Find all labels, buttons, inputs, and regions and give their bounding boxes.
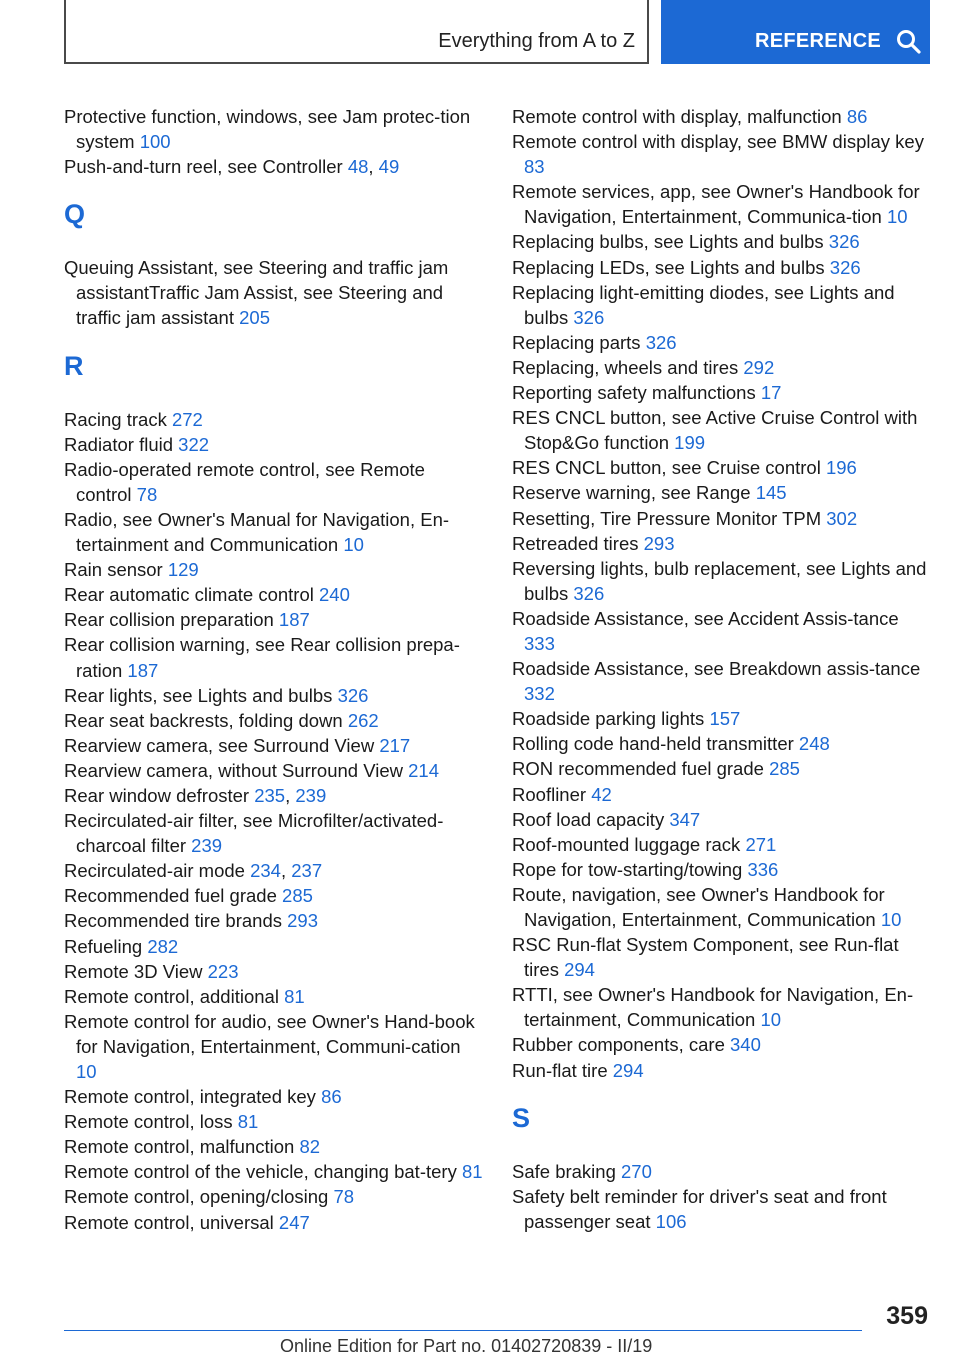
index-entry (512, 330, 932, 355)
page-link[interactable]: 49 (378, 156, 400, 178)
index-entry-text: Roof load capacity (512, 808, 670, 830)
index-entry (64, 507, 484, 557)
index-entry-text: Recirculated-air filter, see Microfilter/activated-charcoal filter (64, 810, 444, 857)
page-link[interactable]: 326 (829, 256, 861, 278)
index-entry (512, 1032, 932, 1057)
index-entry (64, 708, 484, 733)
index-entry (512, 656, 932, 706)
index-entry (64, 1009, 484, 1084)
page-link[interactable]: 239 (191, 835, 223, 857)
page-link[interactable]: 326 (645, 331, 677, 353)
page-link[interactable]: 262 (347, 709, 379, 731)
index-entry (512, 706, 932, 731)
index-entry-text: Rear seat backrests, folding down (64, 709, 348, 731)
index-entry-text: Replacing bulbs, see Lights and bulbs (512, 231, 829, 253)
index-entry-text: Roofliner (512, 783, 592, 805)
page-link[interactable]: 270 (621, 1160, 652, 1182)
index-entry-text: Rubber components, care (512, 1034, 731, 1056)
index-entry (512, 932, 932, 982)
page-link[interactable]: 223 (207, 960, 239, 982)
index-entry-text: Replacing light-emitting diodes, see Lights and bulbs (512, 281, 895, 328)
page-link[interactable]: 83 (524, 156, 545, 178)
index-entry-text: Route, navigation, see Owner's Handbook for Navigation, Entertainment, Communication (512, 883, 885, 930)
index-entry (64, 432, 484, 457)
index-entry (512, 506, 932, 531)
index-entry-text: Reversing lights, bulb replacement, see Lights and bulbs (512, 557, 927, 604)
index-entry-text: Rain sensor (64, 559, 168, 581)
page-link[interactable]: 293 (287, 910, 319, 932)
index-entry (512, 455, 932, 480)
index-entry-text: Recommended fuel grade (64, 885, 283, 907)
index-entry (512, 731, 932, 756)
page-link[interactable]: 10 (760, 1009, 782, 1031)
page-link[interactable]: 248 (798, 733, 830, 755)
page-link[interactable]: 100 (139, 131, 171, 153)
page-link[interactable]: 326 (828, 231, 860, 253)
index-entry-text: Remote services, app, see Owner's Handbook for Navigation, Entertainment, Communica‐tion (512, 181, 920, 228)
reference-tab-label: REFERENCE (755, 30, 882, 52)
index-entry (512, 606, 932, 656)
index-entry-text: Rearview camera, without Surround View (64, 759, 409, 781)
index-entry-text: Queuing Assistant, see Steering and traffic jam assistantTraffic Jam Assist, see Steering and traffic jam assistant (64, 257, 449, 329)
page-link[interactable]: 129 (167, 559, 199, 581)
section-title-box (64, 0, 649, 64)
page-link[interactable]: 82 (299, 1136, 321, 1158)
page-link[interactable]: 187 (127, 659, 159, 681)
index-entry-text: Run-flat tire (512, 1059, 613, 1081)
index-entry-text: Refueling (64, 935, 148, 957)
page-link[interactable]: 78 (333, 1186, 355, 1208)
index-entry (512, 255, 932, 280)
index-entry-text: Roof-mounted luggage rack (512, 833, 746, 855)
page-link[interactable]: 17 (760, 382, 782, 404)
index-entry (64, 1109, 484, 1134)
index-letter-heading: S (512, 1102, 531, 1133)
index-entry (64, 959, 484, 984)
index-entry-text: Replacing, wheels and tires (512, 356, 744, 378)
index-entry (512, 832, 932, 857)
index-entry-text: Radio, see Owner's Manual for Navigation, En‐tertainment and Communication (64, 508, 450, 556)
index-entry-text: RTTI, see Owner's Handbook for Navigation, En‐tertainment, Communication (512, 984, 914, 1031)
index-entry (64, 255, 484, 330)
index-entry (64, 808, 484, 858)
index-entry (64, 934, 484, 959)
page-link[interactable]: 42 (591, 783, 612, 805)
index-entry-text: Retreaded tires (512, 532, 644, 554)
page-link[interactable]: 187 (278, 609, 310, 631)
index-entry-text: Remote control, malfunction (64, 1136, 300, 1158)
index-entry (64, 883, 484, 908)
index-entry-text: Remote control, loss (64, 1111, 238, 1133)
index-entry-text: Safe braking (512, 1160, 622, 1182)
page-link[interactable]: 10 (76, 1061, 97, 1082)
index-entry-text: Remote control with display, see BMW display key (512, 131, 924, 153)
index-entry (64, 1159, 484, 1184)
index-entry-text: Reserve warning, see Range (512, 482, 756, 504)
index-entry (512, 882, 932, 932)
page-link[interactable]: 81 (284, 985, 305, 1007)
page-link[interactable]: 347 (669, 808, 701, 830)
index-entry (64, 758, 484, 783)
page-link[interactable]: 293 (643, 532, 675, 554)
page-link[interactable]: 282 (147, 935, 179, 957)
index-entry-text: Rope for tow-starting/towing (512, 858, 748, 880)
page-link[interactable]: 240 (319, 584, 350, 606)
page-link[interactable]: 302 (826, 507, 858, 529)
index-entry-text: Replacing LEDs, see Lights and bulbs (512, 256, 830, 278)
page-link[interactable]: 106 (655, 1210, 687, 1232)
index-entry-text: Remote control for audio, see Owner's Hand‐book for Navigation, Entertainment, Communi‐cation (64, 1010, 475, 1057)
index-entry-text: Rear window defroster (64, 784, 255, 806)
page-link[interactable]: 247 (278, 1211, 310, 1233)
index-entry (64, 582, 484, 607)
page-link[interactable]: 205 (239, 307, 271, 329)
index-entry (512, 380, 932, 405)
index-entry-text: Recirculated-air mode (64, 860, 251, 882)
index-entry-text: Safety belt reminder for driver's seat and front passenger seat (512, 1185, 887, 1232)
index-entry (512, 807, 932, 832)
index-entry-text: RON recommended fuel grade (512, 758, 770, 780)
page-link[interactable]: 294 (564, 959, 595, 981)
index-column-left (64, 104, 484, 1235)
index-entry (64, 104, 484, 154)
index-entry-text: Remote control, additional (64, 985, 285, 1007)
index-entry-text: Rear automatic climate control (64, 584, 319, 606)
index-entry-text: Rear lights, see Lights and bulbs (64, 684, 338, 706)
index-entry (512, 531, 932, 556)
index-entry-text: Remote control, opening/closing (64, 1186, 334, 1208)
index-entry (512, 480, 932, 505)
index-entry (64, 1184, 484, 1209)
index-entry-text: Push-and-turn reel, see Controller (64, 156, 348, 178)
index-entry (64, 1134, 484, 1159)
page-link[interactable]: 234 (250, 860, 281, 882)
page-link[interactable]: 86 (321, 1086, 342, 1108)
page-link[interactable]: 271 (745, 833, 777, 855)
index-entry-text: Rolling code hand-held transmitter (512, 733, 799, 755)
index-entry: Recirculated-air mode 234, 237 (64, 860, 323, 882)
index-entry (512, 355, 932, 380)
page-link[interactable]: 326 (573, 306, 605, 328)
page-link[interactable]: 217 (379, 734, 411, 756)
index-entry (64, 908, 484, 933)
index-entry (64, 984, 484, 1009)
index-entry-text: Rear collision preparation (64, 609, 279, 631)
page-link[interactable]: 272 (171, 408, 203, 430)
index-entry (512, 782, 932, 807)
page-link[interactable]: 326 (337, 684, 369, 706)
index-entry-text: Recommended tire brands (64, 910, 288, 932)
page-link[interactable]: 332 (524, 683, 555, 705)
search-icon[interactable] (896, 29, 922, 55)
index-letter-heading: Q (64, 199, 86, 230)
page-link[interactable]: 81 (461, 1161, 483, 1183)
page-number: 359 (886, 1302, 928, 1330)
index-entry (512, 1058, 932, 1083)
page-link[interactable]: 285 (282, 885, 313, 907)
page-link[interactable]: 81 (237, 1111, 259, 1133)
page-link[interactable]: 237 (291, 860, 323, 882)
page-link[interactable]: 326 (573, 582, 605, 604)
reference-tab[interactable] (661, 0, 930, 64)
index-entry-text: Rear collision warning, see Rear collision prepa‐ration (64, 634, 460, 681)
page-link[interactable]: 10 (886, 206, 908, 228)
index-entry (64, 733, 484, 758)
index-entry-text: Resetting, Tire Pressure Monitor TPM (512, 507, 827, 529)
index-entry (512, 280, 932, 330)
index-entry (64, 1084, 484, 1109)
index-entry-text: Remote control of the vehicle, changing bat‐tery (64, 1161, 462, 1183)
index-entry-text: Remote control with display, malfunction (512, 106, 847, 127)
page-link[interactable]: 333 (524, 632, 555, 654)
index-entry (512, 556, 932, 606)
index-entry-text: RSC Run-flat System Component, see Run-flat tires (512, 934, 899, 981)
footer-edition-text: Online Edition for Part no. 01402720839 - II/19 (280, 1336, 653, 1356)
page-link[interactable]: 157 (709, 708, 741, 730)
index-entry (64, 607, 484, 632)
index-entry (512, 1184, 932, 1234)
page-link[interactable]: 78 (136, 483, 158, 505)
index-entry-text: RES CNCL button, see Active Cruise Control with Stop&Go function (512, 407, 918, 454)
index-entry-text: Radiator fluid (64, 433, 179, 455)
index-entry (64, 457, 484, 507)
page-link[interactable]: 199 (674, 432, 706, 454)
index-entry-text: Roadside Assistance, see Breakdown assis‐tance (512, 658, 921, 680)
index-entry (512, 756, 932, 781)
page-link[interactable]: 48 (347, 156, 369, 178)
index-entry-text: Remote 3D View (64, 960, 208, 982)
page-link[interactable]: 340 (730, 1034, 761, 1056)
page-link[interactable]: 239 (295, 784, 327, 806)
index-entry (64, 632, 484, 682)
index-entry: Push-and-turn reel, see Controller 48, 49 (64, 156, 400, 178)
index-entry (512, 982, 932, 1032)
index-entry (512, 1159, 932, 1184)
page-link[interactable]: 285 (769, 758, 800, 780)
index-entry (64, 683, 484, 708)
index-entry-text: Protective function, windows, see Jam protec‐tion system (64, 106, 471, 153)
page-link[interactable]: 10 (343, 534, 364, 556)
index-entry (512, 857, 932, 882)
index-entry (64, 557, 484, 582)
index-entry (64, 1210, 484, 1235)
page-link[interactable]: 196 (825, 457, 857, 479)
index-letter-heading: R (64, 350, 84, 381)
index-entry-text: RES CNCL button, see Cruise control (512, 457, 826, 479)
page-link[interactable]: 10 (880, 909, 902, 930)
page-link[interactable]: 336 (747, 858, 779, 880)
index-entry-text: Roadside parking lights (512, 708, 710, 730)
page-link[interactable]: 294 (612, 1059, 644, 1081)
index-entry (512, 129, 932, 179)
index-entry-text: Remote control, universal (64, 1211, 279, 1233)
index-entry (512, 405, 932, 455)
page-header (64, 0, 930, 64)
page-link[interactable]: 86 (846, 106, 868, 127)
footer-divider (64, 1330, 862, 1331)
index-entry-text: Rearview camera, see Surround View (64, 734, 380, 756)
index-entry-text: Reporting safety malfunctions (512, 382, 761, 404)
index-entry-text: Replacing parts (512, 331, 646, 353)
page-link[interactable]: 292 (743, 356, 775, 378)
index-entry (512, 179, 932, 229)
section-title: Everything from A to Z (438, 30, 635, 52)
index-entry-text: Racing track (64, 408, 172, 430)
index-entry (512, 104, 932, 129)
index-entry: Rear window defroster 235, 239 (64, 784, 327, 806)
page-link[interactable]: 322 (178, 433, 210, 455)
page-link[interactable]: 214 (408, 759, 439, 781)
index-entry-text: Remote control, integrated key (64, 1086, 322, 1108)
index-entry (64, 407, 484, 432)
index-entry-text: Radio-operated remote control, see Remote control (64, 458, 425, 505)
index-entry (512, 229, 932, 254)
index-column-right (512, 104, 932, 1234)
page-link[interactable]: 235 (254, 784, 286, 806)
index-entry-text: Roadside Assistance, see Accident Assis‐tance (512, 607, 899, 629)
page-link[interactable]: 145 (755, 482, 787, 504)
